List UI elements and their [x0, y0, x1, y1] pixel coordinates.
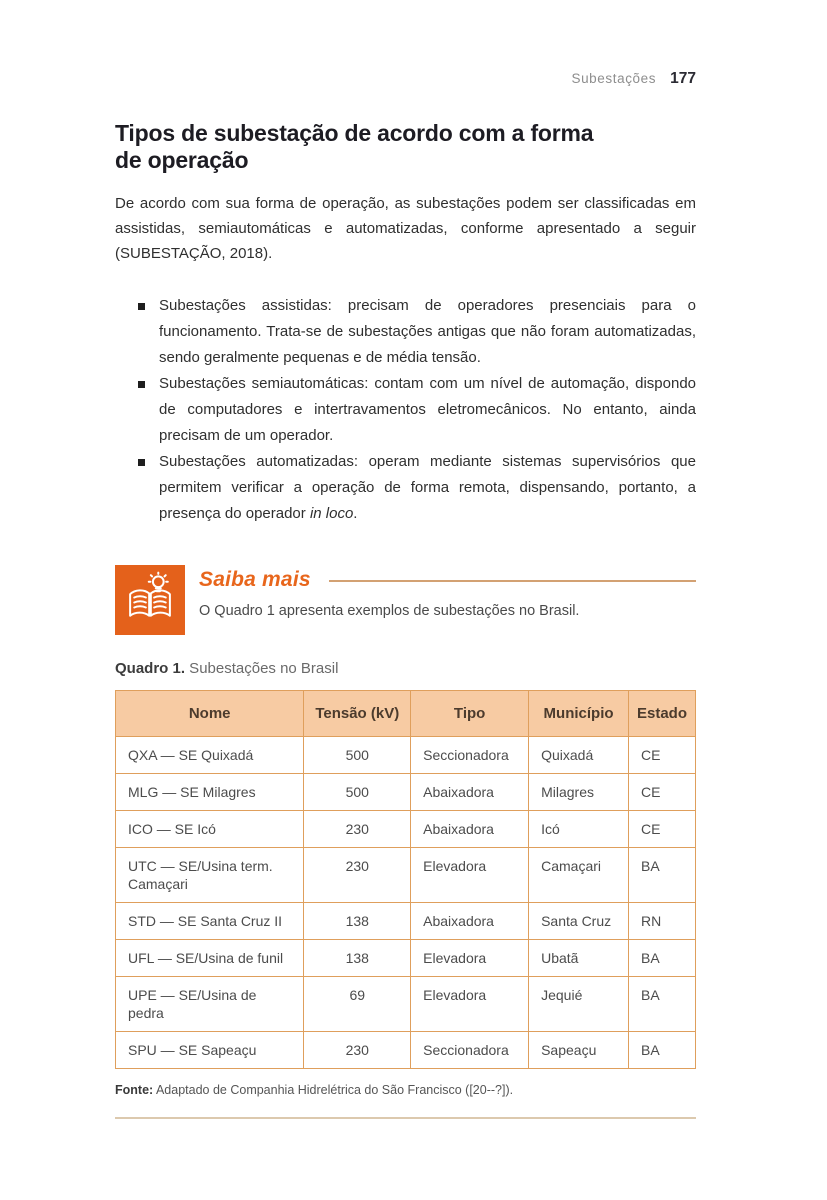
column-header-nome: Nome	[116, 691, 304, 737]
list-item-text: Subestações assistidas: precisam de operadores presenciais para o funcionamento. Trata-se de subestações antigas que não foram automatizadas, sendo geralmente pequenas e de média tensão.	[159, 297, 696, 366]
cell-estado: BA	[629, 848, 696, 903]
saiba-mais-title: Saiba mais	[199, 568, 311, 591]
cell-tipo: Abaixadora	[411, 811, 529, 848]
open-book-lightbulb-icon	[115, 565, 185, 635]
source-label: Fonte:	[115, 1083, 154, 1097]
cell-municipio: Quixadá	[529, 737, 629, 774]
cell-tensao: 230	[304, 811, 411, 848]
table-row	[116, 737, 696, 774]
source-note	[115, 1082, 696, 1099]
cell-tipo: Elevadora	[411, 940, 529, 977]
cell-nome: QXA — SE Quixadá	[116, 737, 304, 774]
cell-municipio: Icó	[529, 811, 629, 848]
list-item	[138, 371, 696, 449]
cell-municipio: Ubatã	[529, 940, 629, 977]
bullet-list	[115, 293, 696, 527]
cell-tipo: Elevadora	[411, 977, 529, 1032]
table-row	[116, 1032, 696, 1069]
list-item	[138, 449, 696, 527]
cell-estado: BA	[629, 977, 696, 1032]
cell-tensao: 230	[304, 1032, 411, 1069]
list-item	[138, 293, 696, 371]
column-header-tensao: Tensão (kV)	[304, 691, 411, 737]
cell-municipio: Santa Cruz	[529, 903, 629, 940]
page-title: Tipos de subestação de acordo com a forma de operação	[115, 120, 594, 173]
page-number: 177	[670, 70, 696, 87]
cell-tensao: 138	[304, 903, 411, 940]
cell-nome: UTC — SE/Usina term. Camaçari	[116, 848, 304, 903]
saiba-mais-text: O Quadro 1 apresenta exemplos de subestações no Brasil.	[199, 603, 580, 619]
cell-estado: CE	[629, 737, 696, 774]
bullet-square-icon	[138, 459, 145, 466]
list-item-text-italic: in loco	[309, 505, 354, 522]
table-row	[116, 977, 696, 1032]
cell-tipo: Seccionadora	[411, 737, 529, 774]
list-item-text	[159, 449, 696, 527]
cell-estado: BA	[629, 1032, 696, 1069]
cell-tensao: 69	[304, 977, 411, 1032]
bullet-square-icon	[138, 303, 145, 310]
running-head-section: Subestações	[571, 71, 657, 86]
bullet-square-icon	[138, 381, 145, 388]
list-item-text-main: Subestações automatizadas: operam mediante sistemas supervisórios que permitem verificar a operação de forma remota, dispensando, portanto, a presença do operador	[159, 453, 696, 522]
cell-estado: RN	[629, 903, 696, 940]
intro-paragraph: De acordo com sua forma de operação, as subestações podem ser classificadas em assistidas, semiautomáticas e automatizadas, conforme apresentado a seguir (SUBESTAÇÃO, 2018).	[115, 195, 696, 262]
cell-tensao: 500	[304, 774, 411, 811]
cell-tipo: Abaixadora	[411, 903, 529, 940]
source-text: Adaptado de Companhia Hidrelétrica do São Francisco ([20--?]).	[153, 1083, 514, 1097]
table-row	[116, 811, 696, 848]
cell-nome: UFL — SE/Usina de funil	[116, 940, 304, 977]
table-caption-label: Quadro 1.	[115, 660, 186, 677]
cell-estado: CE	[629, 774, 696, 811]
saiba-mais-divider	[329, 580, 696, 582]
open-book-lightbulb-glyph	[121, 571, 179, 629]
saiba-mais-callout	[115, 565, 696, 635]
cell-tipo: Elevadora	[411, 848, 529, 903]
saiba-mais-title-row	[199, 568, 696, 592]
cell-nome: SPU — SE Sapeaçu	[116, 1032, 304, 1069]
cell-tensao: 138	[304, 940, 411, 977]
saiba-mais-body	[199, 565, 696, 635]
table-row	[116, 940, 696, 977]
cell-nome: MLG — SE Milagres	[116, 774, 304, 811]
cell-nome: UPE — SE/Usina de pedra	[116, 977, 304, 1032]
column-header-municipio: Município	[529, 691, 629, 737]
cell-estado: CE	[629, 811, 696, 848]
running-head	[115, 70, 696, 88]
cell-tensao: 500	[304, 737, 411, 774]
cell-municipio: Jequié	[529, 977, 629, 1032]
column-header-estado: Estado	[629, 691, 696, 737]
cell-nome: STD — SE Santa Cruz II	[116, 903, 304, 940]
cell-nome: ICO — SE Icó	[116, 811, 304, 848]
table-row	[116, 774, 696, 811]
column-header-tipo: Tipo	[411, 691, 529, 737]
cell-tipo: Seccionadora	[411, 1032, 529, 1069]
cell-tensao: 230	[304, 848, 411, 903]
cell-municipio: Milagres	[529, 774, 629, 811]
cell-municipio: Sapeaçu	[529, 1032, 629, 1069]
list-item-text: Subestações semiautomáticas: contam com um nível de automação, dispondo de computadores e intertravamentos eletromecânicos. No entanto, ainda precisam de um operador.	[159, 375, 696, 444]
table-caption-text: Subestações no Brasil	[185, 660, 339, 677]
table-row	[116, 903, 696, 940]
list-item-text-suffix: .	[353, 505, 358, 522]
cell-municipio: Camaçari	[529, 848, 629, 903]
substations-table	[115, 690, 696, 1069]
bottom-divider	[115, 1117, 696, 1119]
table-header-row	[116, 691, 696, 737]
cell-estado: BA	[629, 940, 696, 977]
table-row	[116, 848, 696, 903]
cell-tipo: Abaixadora	[411, 774, 529, 811]
page-content	[115, 0, 696, 1119]
table-caption	[115, 660, 696, 677]
